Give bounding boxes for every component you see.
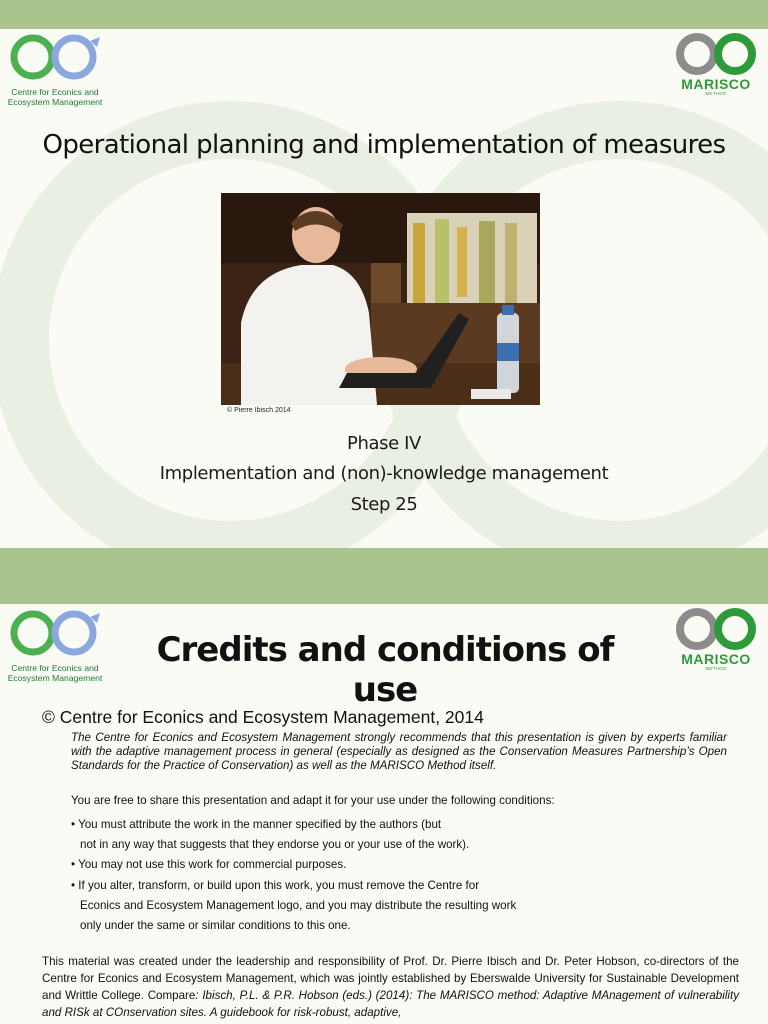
presenter-photo (221, 193, 540, 405)
license-conditions (71, 815, 711, 936)
econics-logo (4, 31, 106, 107)
top-band (0, 0, 768, 29)
econics-logo-caption-2: Ecosystem Management (7, 673, 103, 683)
condition-sharealike-cont-1: Econics and Ecosystem Management logo, and you may distribute the resulting work (80, 898, 517, 912)
slide-separator-band (0, 548, 768, 604)
condition-sharealike-cont-2: only under the same or similar conditions to this one. (80, 919, 351, 933)
marisco-sub: METHOD (705, 666, 727, 671)
phase-label: Phase IV (347, 433, 421, 454)
slide-title: Credits and conditions of use (156, 630, 614, 710)
econics-logo-caption-2: Ecosystem Management (7, 97, 103, 107)
slide-title: Operational planning and implementation of measures (42, 130, 726, 160)
infinity-logo-icon (4, 31, 106, 87)
phase-subtitle: Implementation and (non)-knowledge management (159, 463, 609, 484)
condition-attribution: • You must attribute the work in the manner specified by the authors (but (71, 818, 442, 831)
condition-sharealike: • If you alter, transform, or build upon this work, you must remove the Centre for (71, 878, 480, 892)
slide-credits (0, 604, 768, 1024)
condition-attribution-cont: not in any way that suggests that they endorse you or your use of the work). (80, 838, 470, 852)
marisco-loop-icon (673, 606, 759, 652)
photo-credit: © Pierre Ibisch 2014 (227, 407, 291, 414)
license-intro: You are free to share this presentation and adapt it for your use under the following conditions: (71, 794, 555, 807)
marisco-sub: METHOD (705, 91, 727, 96)
step-label: Step 25 (350, 494, 418, 515)
marisco-logo (670, 606, 762, 671)
authorship-note (42, 953, 739, 1021)
econics-logo (4, 607, 106, 683)
econics-logo-caption-1: Centre for Econics and (11, 87, 99, 97)
marisco-logo (670, 31, 762, 96)
citation-text: : Ibisch, P.L. & P.R. Hobson (eds.) (2014): The MARISCO method: Adaptive MAnagement of vulnerability and RISk at COnservation sites. A guidebook for risk-robust, adaptive, (42, 989, 739, 1019)
condition-noncommercial: • You may not use this work for commercial purposes. (71, 858, 347, 872)
usage-recommendation: The Centre for Econics and Ecosystem Management strongly recommends that this presentation is given by experts familiar with the adaptive management process in general (especially as designed as the Conservation Measures Partnership’s Open Standards for the Practice of Conservation) as well as the MARISCO Method itself. (71, 731, 727, 773)
econics-logo-caption-1: Centre for Econics and (11, 663, 99, 673)
copyright-line: © Centre for Econics and Ecosystem Management, 2014 (42, 707, 484, 727)
infinity-logo-icon (4, 607, 106, 663)
marisco-wordmark: MARISCO (681, 651, 751, 667)
authorship-text: This material was created under the leadership and responsibility of Prof. Dr. Pierre Ibisch and Dr. Peter Hobson, co-directors of the Centre for Econics and Ecosystem Management, which was jointly established by Eberswalde University for Sustainable Development and Writtle College. Compare (42, 955, 739, 1002)
marisco-wordmark: MARISCO (681, 76, 751, 92)
marisco-loop-icon (673, 31, 759, 77)
